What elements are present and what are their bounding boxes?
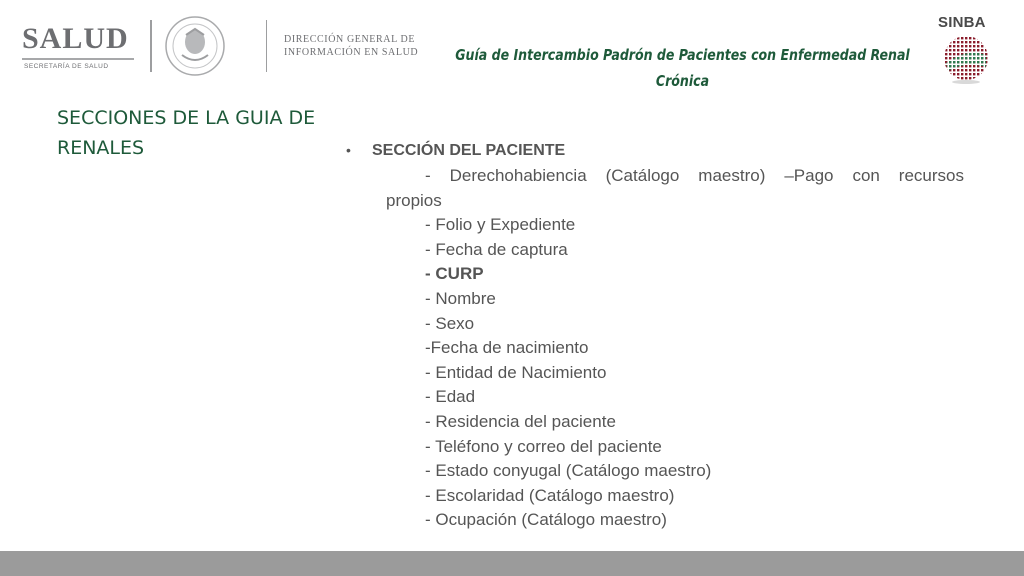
salud-logo-subtitle: SECRETARÍA DE SALUD [24,63,109,70]
field-item: - Folio y Expediente [425,215,576,235]
field-item: - Fecha de captura [425,239,568,259]
field-derechohabiencia-line2: propios [386,190,442,210]
bullet-row [340,140,980,164]
sinba-globe-icon [941,33,991,85]
logo-divider [150,20,152,72]
field-item: -Fecha de nacimiento [425,338,589,358]
salud-logo [22,22,140,74]
field-item: - Escolaridad (Catálogo maestro) [425,485,675,505]
field-item: - Nombre [425,288,496,308]
salud-logo-rule [22,58,134,60]
salud-logo-word: SALUD [22,22,129,55]
field-item: - Edad [425,387,476,407]
field-item-curp: - CURP [425,264,484,284]
bullet-icon: • [346,142,351,158]
field-derechohabiencia [340,164,964,213]
field-item: - Entidad de Nacimiento [425,362,607,382]
field-derechohabiencia-line1: - Derechohabiencia (Catálogo maestro) –Pago con recursos [425,166,964,185]
patient-section-list [340,140,980,533]
field-item: - Teléfono y correo del paciente [425,436,662,456]
section-title: SECCIONES DE LA GUIA DE RENALES [57,107,316,159]
logo-divider [266,20,267,72]
mexico-seal-icon [164,15,226,77]
directorate-name: DIRECCIÓN GENERAL DE INFORMACIÓN EN SALUD [284,34,419,58]
field-item: - Ocupación (Catálogo maestro) [425,510,667,530]
field-item: - Sexo [425,313,475,333]
sinba-label: SINBA [938,14,986,31]
bottom-bar [0,551,1024,576]
document-title: Guía de Intercambio Padrón de Pacientes con Enfermedad Renal Crónica [455,46,910,90]
field-item: - Estado conyugal (Catálogo maestro) [425,461,712,481]
field-item: - Residencia del paciente [425,411,616,431]
patient-section-heading: SECCIÓN DEL PACIENTE [372,142,566,159]
